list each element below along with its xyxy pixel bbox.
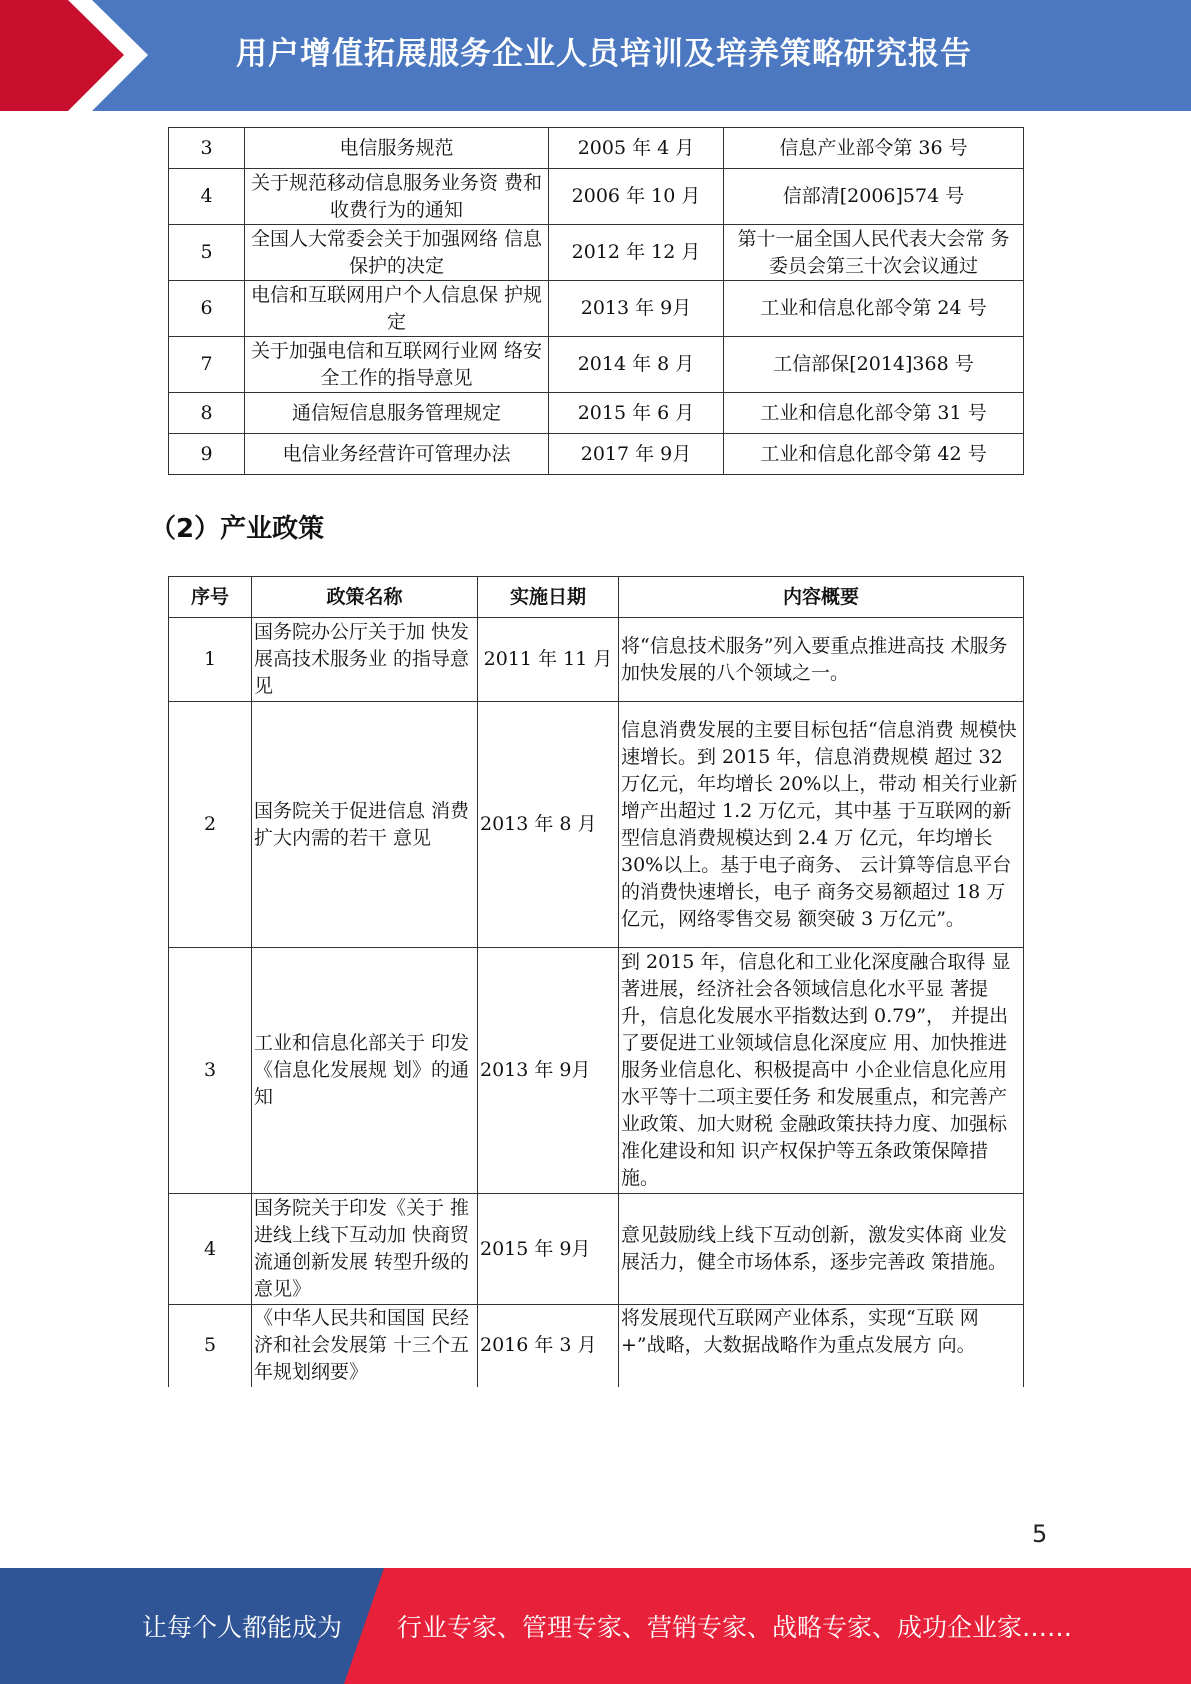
regulation-doc: 工业和信息化部令第 42 号 <box>724 434 1024 475</box>
regulation-doc: 信息产业部令第 36 号 <box>724 128 1024 169</box>
table-row <box>169 948 1024 1194</box>
row-number: 4 <box>169 1194 252 1305</box>
row-number: 7 <box>169 337 245 393</box>
footer-slogan-left: 让每个人都能成为 <box>142 1613 343 1642</box>
table-row <box>169 702 1024 948</box>
row-number: 3 <box>169 128 245 169</box>
table-row <box>169 618 1024 702</box>
table-row <box>169 393 1024 434</box>
policy-table <box>168 576 1024 1387</box>
document-title: 用户增值拓展服务企业人员培训及培养策略研究报告 <box>236 36 972 72</box>
regulation-date: 2013 年 9月 <box>549 281 724 337</box>
table-row <box>169 1194 1024 1305</box>
policy-summary: 将“信息技术服务”列入要重点推进高技 术服务加快发展的八个领域之一。 <box>619 618 1024 702</box>
regulation-date: 2015 年 6 月 <box>549 393 724 434</box>
regulation-name: 关于规范移动信息服务业务资 费和收费行为的通知 <box>245 169 549 225</box>
regulation-doc: 工业和信息化部令第 31 号 <box>724 393 1024 434</box>
table-row <box>169 128 1024 169</box>
header-policy-name: 政策名称 <box>252 577 478 618</box>
regulations-table <box>168 127 1024 475</box>
policy-date: 2013 年 9月 <box>478 948 619 1194</box>
regulation-date: 2006 年 10 月 <box>549 169 724 225</box>
header-summary: 内容概要 <box>619 577 1024 618</box>
policy-date: 2016 年 3 月 <box>478 1305 619 1387</box>
footer-slogan-right: 行业专家、管理专家、营销专家、战略专家、成功企业家…… <box>397 1613 1073 1642</box>
section-heading: （2）产业政策 <box>150 514 325 544</box>
header-date: 实施日期 <box>478 577 619 618</box>
row-number: 2 <box>169 702 252 948</box>
policy-name: 工业和信息化部关于 印发《信息化发展规 划》的通知 <box>252 948 478 1194</box>
table-header-row <box>169 577 1024 618</box>
header-number: 序号 <box>169 577 252 618</box>
regulation-date: 2012 年 12 月 <box>549 225 724 281</box>
regulation-date: 2005 年 4 月 <box>549 128 724 169</box>
policy-name: 国务院办公厅关于加 快发展高技术服务业 的指导意见 <box>252 618 478 702</box>
table-row <box>169 1305 1024 1387</box>
table-row <box>169 434 1024 475</box>
policy-summary: 到 2015 年，信息化和工业化深度融合取得 显著进展，经济社会各领域信息化水平显 著提升，信息化发展水平指数达到 0.79”， 并提出了要促进工业领域信息化深度应 用、加快推进服务业信息化、积极提高中 小企业信息化应用水平等十二项主要任务 和发展重点，和完善产业政策、加大财税 金融政策扶持力度、加强标准化建设和知 识产权保护等五条政策保障措施。 <box>619 948 1024 1194</box>
regulation-doc: 信部清[2006]574 号 <box>724 169 1024 225</box>
table-row <box>169 169 1024 225</box>
row-number: 8 <box>169 393 245 434</box>
row-number: 9 <box>169 434 245 475</box>
row-number: 1 <box>169 618 252 702</box>
row-number: 4 <box>169 169 245 225</box>
regulation-name: 通信短信息服务管理规定 <box>245 393 549 434</box>
regulation-doc: 工信部保[2014]368 号 <box>724 337 1024 393</box>
regulation-name: 电信和互联网用户个人信息保 护规定 <box>245 281 549 337</box>
row-number: 5 <box>169 225 245 281</box>
regulation-date: 2017 年 9月 <box>549 434 724 475</box>
page-footer <box>0 1568 1191 1684</box>
policy-summary: 信息消费发展的主要目标包括“信息消费 规模快速增长。到 2015 年，信息消费规模 超过 32 万亿元，年均增长 20%以上，带动 相关行业新增产出超过 1.2 万亿元，其中基 于互联网的新型信息消费规模达到 2.4 万 亿元，年均增长 30%以上。基于电子商务、 云计算等信息平台的消费快速增长，电子 商务交易额超过 18 万亿元，网络零售交易 额突破 3 万亿元”。 <box>619 702 1024 948</box>
table-row <box>169 225 1024 281</box>
page-number: 5 <box>1032 1520 1048 1548</box>
row-number: 5 <box>169 1305 252 1387</box>
table-row <box>169 337 1024 393</box>
table-row <box>169 281 1024 337</box>
policy-date: 2013 年 8 月 <box>478 702 619 948</box>
policy-name: 《中华人民共和国国 民经济和社会发展第 十三个五年规划纲要》 <box>252 1305 478 1387</box>
policy-name: 国务院关于促进信息 消费扩大内需的若干 意见 <box>252 702 478 948</box>
row-number: 6 <box>169 281 245 337</box>
regulation-name: 电信服务规范 <box>245 128 549 169</box>
page-header <box>0 0 1191 111</box>
regulation-name: 电信业务经营许可管理办法 <box>245 434 549 475</box>
row-number: 3 <box>169 948 252 1194</box>
policy-date: 2015 年 9月 <box>478 1194 619 1305</box>
regulation-name: 全国人大常委会关于加强网络 信息保护的决定 <box>245 225 549 281</box>
regulation-name: 关于加强电信和互联网行业网 络安全工作的指导意见 <box>245 337 549 393</box>
policy-summary: 意见鼓励线上线下互动创新，激发实体商 业发展活力，健全市场体系，逐步完善政 策措施。 <box>619 1194 1024 1305</box>
policy-summary: 将发展现代互联网产业体系，实现“互联 网+”战略，大数据战略作为重点发展方 向。 <box>619 1305 1024 1387</box>
regulation-doc: 第十一届全国人民代表大会常 务委员会第三十次会议通过 <box>724 225 1024 281</box>
policy-name: 国务院关于印发《关于 推进线上线下互动加 快商贸流通创新发展 转型升级的意见》 <box>252 1194 478 1305</box>
regulation-doc: 工业和信息化部令第 24 号 <box>724 281 1024 337</box>
policy-date: 2011 年 11 月 <box>478 618 619 702</box>
regulation-date: 2014 年 8 月 <box>549 337 724 393</box>
